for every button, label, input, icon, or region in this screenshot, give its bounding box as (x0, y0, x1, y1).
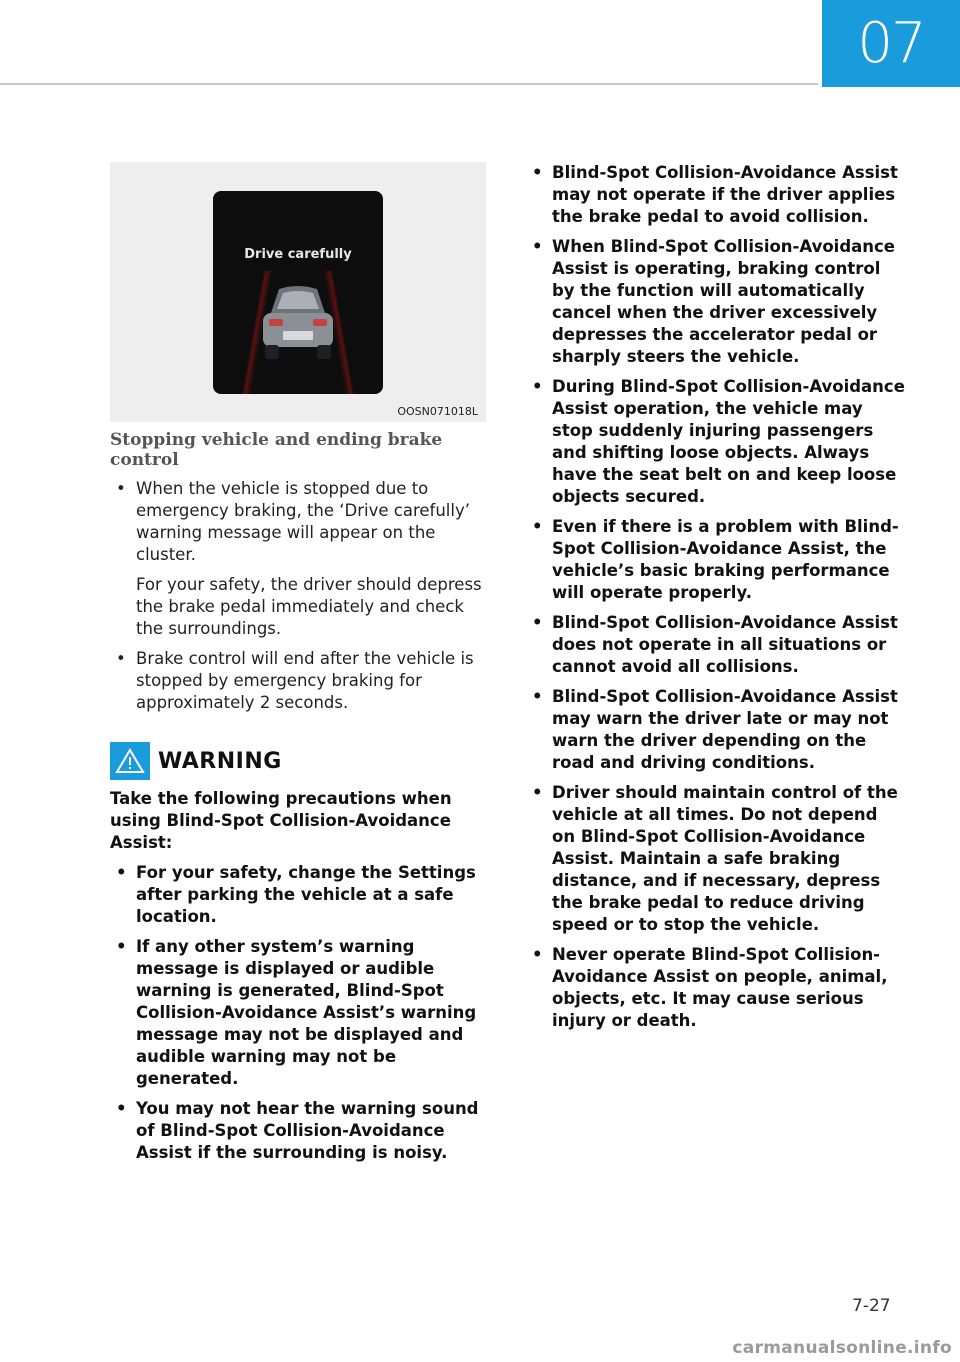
warning-title: WARNING (158, 748, 282, 774)
list-item: • Even if there is a problem with Blind-Spot Collision-Avoidance Assist, the vehicle’s basic braking performance will operate properly. (526, 516, 906, 604)
watermark-link[interactable]: carmanualsonline.info (732, 1338, 952, 1358)
figure-code: OOSN071018L (397, 405, 478, 418)
warning-list-continued (526, 162, 906, 1032)
list-item (110, 648, 490, 714)
list-item: • Driver should maintain control of the vehicle at all times. Do not depend on Blind-Spot Collision-Avoidance Assist. Maintain a safe braking distance, and if necessary, depress the brake pedal to reduce driving speed or to stop the vehicle. (526, 782, 906, 936)
left-column (110, 430, 490, 1172)
list-item: • You may not hear the warning sound of Blind-Spot Collision-Avoidance Assist if the surrounding is noisy. (110, 1098, 490, 1164)
list-item: • Blind-Spot Collision-Avoidance Assist does not operate in all situations or cannot avoid all collisions. (526, 612, 906, 678)
chapter-number: 07 (857, 11, 925, 76)
warning-triangle-icon (110, 742, 150, 780)
warning-heading (110, 742, 490, 780)
list-item: • For your safety, change the Settings after parking the vehicle at a safe location. (110, 862, 490, 928)
list-item-text: Brake control will end after the vehicle is stopped by emergency braking for approximately 2 seconds. (136, 649, 474, 712)
page-number: 7-27 (852, 1296, 891, 1316)
car-rear-icon (253, 279, 343, 371)
list-item: • Blind-Spot Collision-Avoidance Assist may not operate if the driver applies the brake pedal to avoid collision. (526, 162, 906, 228)
header-rule (0, 83, 818, 85)
section-heading: Stopping vehicle and ending brake control (110, 430, 443, 470)
list-item: • During Blind-Spot Collision-Avoidance Assist operation, the vehicle may stop suddenly injuring passengers and shifting loose objects. Always have the seat belt on and keep loose objects secured. (526, 376, 906, 508)
list-item: • Never operate Blind-Spot Collision-Avoidance Assist on people, animal, objects, etc. It may cause serious injury or death. (526, 944, 906, 1032)
braking-list (110, 478, 490, 714)
cluster-screen (213, 191, 383, 394)
list-item-text: When the vehicle is stopped due to emergency braking, the ‘Drive carefully’ warning message will appear on the cluster. (136, 479, 470, 564)
list-item: • Blind-Spot Collision-Avoidance Assist may warn the driver late or may not warn the driver depending on the road and driving conditions. (526, 686, 906, 774)
screen-message: Drive carefully (244, 247, 352, 262)
warning-list (110, 862, 490, 1164)
list-item: • When Blind-Spot Collision-Avoidance Assist is operating, braking control by the function will automatically cancel when the driver excessively depresses the accelerator pedal or sharply steers the vehicle. (526, 236, 906, 368)
list-item: • If any other system’s warning message is displayed or audible warning is generated, Blind-Spot Collision-Avoidance Assist’s warning message may not be displayed and audible warning may not be generated. (110, 936, 490, 1090)
right-column (526, 162, 906, 1040)
cluster-figure (110, 162, 486, 422)
warning-intro: Take the following precautions when using Blind-Spot Collision-Avoidance Assist: (110, 789, 452, 852)
list-item-note: For your safety, the driver should depress the brake pedal immediately and check the surroundings. (136, 575, 482, 638)
chapter-tab (822, 0, 960, 87)
list-item (110, 478, 490, 640)
